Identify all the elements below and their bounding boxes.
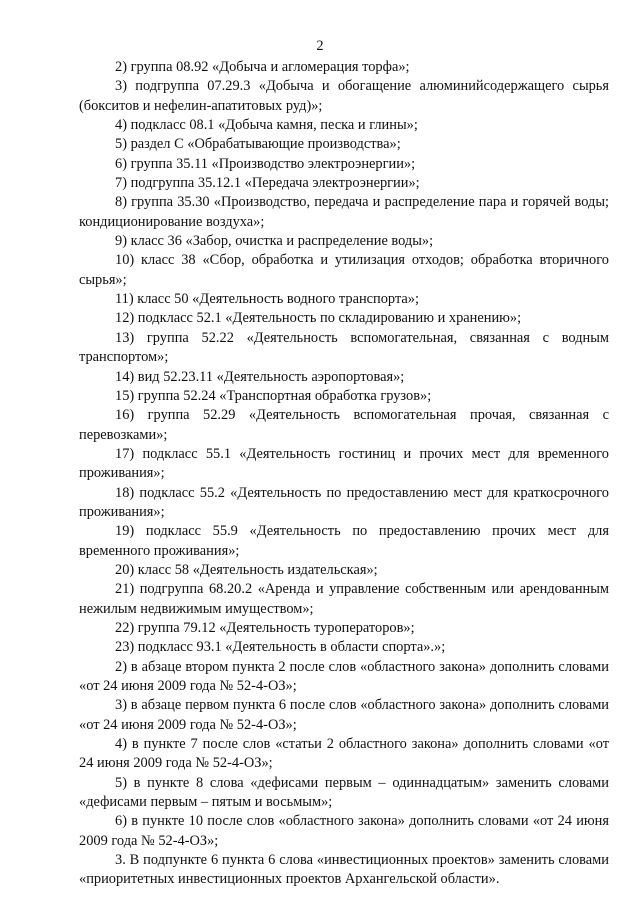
paragraph: 6) группа 35.11 «Производство электроэнергии»; bbox=[115, 155, 416, 172]
paragraph: 3. В подпункте 6 пункта 6 слова «инвестиционных проектов» заменить словами «приоритетных инвестиционных проектов Архангельской области». bbox=[79, 852, 609, 888]
paragraph: 17) подкласс 55.1 «Деятельность гостиниц и прочих мест для временного проживания»; bbox=[79, 445, 609, 482]
paragraph: 22) группа 79.12 «Деятельность туроператоров»; bbox=[115, 619, 415, 636]
document-body bbox=[79, 58, 609, 890]
paragraph: 12) подкласс 52.1 «Деятельность по складированию и хранению»; bbox=[115, 310, 522, 327]
paragraph: 13) группа 52.22 «Деятельность вспомогательная, связанная с водным транспортом»; bbox=[79, 329, 609, 366]
paragraph: 10) класс 38 «Сбор, обработка и утилизация отходов; обработка вторичного сырья»; bbox=[79, 252, 609, 288]
paragraph: 9) класс 36 «Забор, очистка и распределение воды»; bbox=[115, 233, 434, 250]
paragraph: 6) в пункте 10 после слов «областного закона» дополнить словами «от 24 июня 2009 года № 52-4-ОЗ»; bbox=[79, 813, 609, 849]
paragraph: 3) в абзаце первом пункта 6 после слов «областного закона» дополнить словами «от 24 июня 2009 года № 52-4-ОЗ»; bbox=[79, 697, 609, 733]
page-number: 2 bbox=[316, 38, 324, 54]
paragraph: 16) группа 52.29 «Деятельность вспомогательная прочая, связанная с перевозками»; bbox=[79, 407, 609, 443]
paragraph: 18) подкласс 55.2 «Деятельность по предоставлению мест для краткосрочного проживания»; bbox=[79, 484, 609, 520]
paragraph: 5) в пункте 8 слова «дефисами первым – одиннадцатым» заменить словами «дефисами первым – пятым и восьмым»; bbox=[79, 774, 609, 811]
paragraph: 8) группа 35.30 «Производство, передача и распределение пара и горячей воды; кондиционирование воздуха»; bbox=[79, 194, 609, 230]
paragraph: 2) в абзаце втором пункта 2 после слов «областного закона» дополнить словами «от 24 июня 2009 года № 52-4-ОЗ»; bbox=[79, 658, 609, 694]
paragraph: 19) подкласс 55.9 «Деятельность по предоставлению прочих мест для временного проживания»; bbox=[79, 523, 609, 559]
paragraph: 21) подгруппа 68.20.2 «Аренда и управление собственным или арендованным нежилым недвижимым имуществом»; bbox=[79, 581, 609, 617]
paragraph: 2) группа 08.92 «Добыча и агломерация торфа»; bbox=[115, 59, 410, 75]
paragraph: 20) класс 58 «Деятельность издательская»; bbox=[115, 561, 378, 578]
paragraph: 3) подгруппа 07.29.3 «Добыча и обогащение алюминийсодержащего сырья (бокситов и нефелин-апатитовых руд)»; bbox=[79, 78, 609, 114]
paragraph: 4) подкласс 08.1 «Добыча камня, песка и глины»; bbox=[115, 117, 418, 134]
paragraph: 5) раздел С «Обрабатывающие производства»; bbox=[115, 136, 401, 153]
paragraph: 15) группа 52.24 «Транспортная обработка грузов»; bbox=[115, 387, 432, 404]
paragraph: 23) подкласс 93.1 «Деятельность в области спорта».»; bbox=[115, 639, 446, 656]
paragraph: 7) подгруппа 35.12.1 «Передача электроэнергии»; bbox=[115, 175, 420, 192]
paragraph: 14) вид 52.23.11 «Деятельность аэропортовая»; bbox=[115, 368, 405, 385]
paragraph: 4) в пункте 7 после слов «статьи 2 областного закона» дополнить словами «от 24 июня 2009 года № 52-4-ОЗ»; bbox=[79, 736, 609, 772]
paragraph: 11) класс 50 «Деятельность водного транспорта»; bbox=[115, 291, 419, 308]
